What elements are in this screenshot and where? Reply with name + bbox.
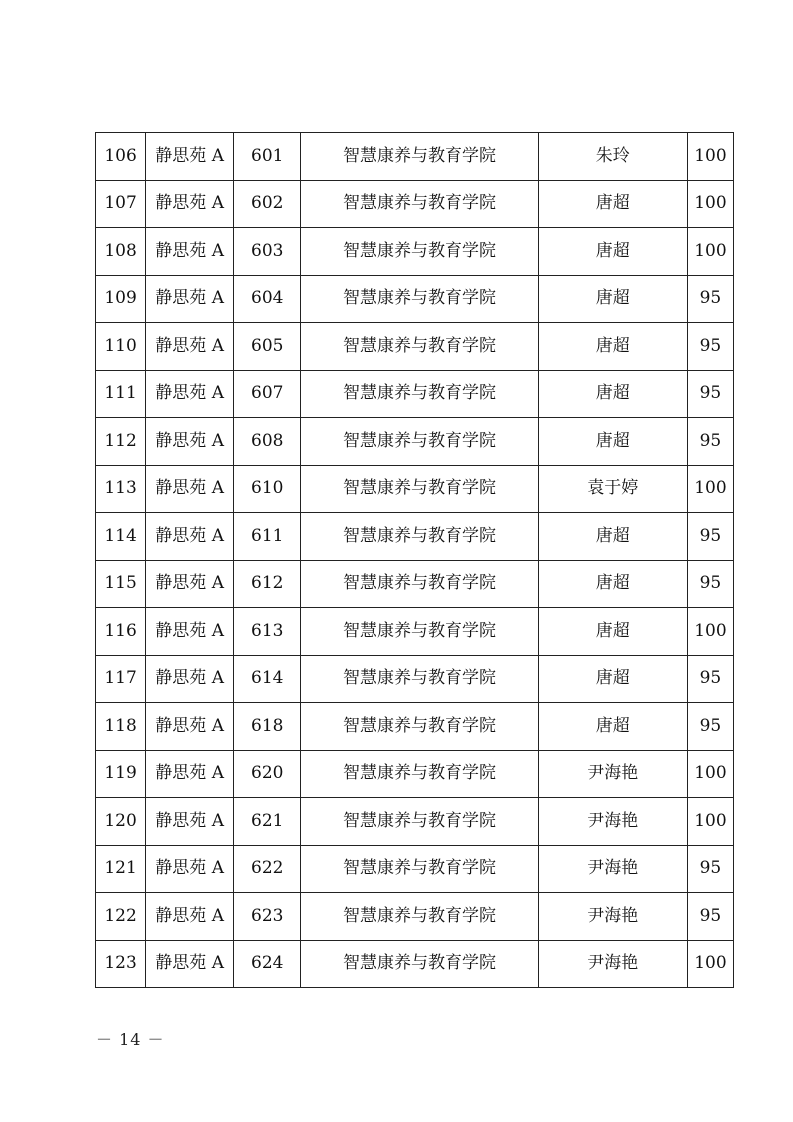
row-number-cell: 119 (96, 750, 146, 798)
score-cell: 95 (687, 513, 733, 561)
room-number-cell: 601 (234, 133, 301, 181)
room-number-cell: 620 (234, 750, 301, 798)
row-number-cell: 110 (96, 323, 146, 371)
person-cell: 唐超 (538, 560, 687, 608)
table-row (96, 228, 734, 276)
person-cell: 唐超 (538, 608, 687, 656)
college-cell: 智慧康养与教育学院 (301, 655, 538, 703)
building-cell: 静思苑 A (146, 228, 234, 276)
table-row (96, 893, 734, 941)
table-row (96, 418, 734, 466)
score-cell: 100 (687, 608, 733, 656)
person-cell: 唐超 (538, 180, 687, 228)
person-cell: 唐超 (538, 370, 687, 418)
score-cell: 100 (687, 750, 733, 798)
row-number-cell: 112 (96, 418, 146, 466)
row-number-cell: 106 (96, 133, 146, 181)
building-cell: 静思苑 A (146, 133, 234, 181)
score-cell: 95 (687, 323, 733, 371)
college-cell: 智慧康养与教育学院 (301, 323, 538, 371)
row-number-cell: 123 (96, 940, 146, 988)
room-number-cell: 624 (234, 940, 301, 988)
room-number-cell: 603 (234, 228, 301, 276)
score-cell: 95 (687, 893, 733, 941)
college-cell: 智慧康养与教育学院 (301, 845, 538, 893)
building-cell: 静思苑 A (146, 275, 234, 323)
row-number-cell: 121 (96, 845, 146, 893)
person-cell: 唐超 (538, 703, 687, 751)
person-cell: 唐超 (538, 655, 687, 703)
dormitory-score-table (95, 132, 734, 988)
room-number-cell: 613 (234, 608, 301, 656)
building-cell: 静思苑 A (146, 323, 234, 371)
row-number-cell: 109 (96, 275, 146, 323)
college-cell: 智慧康养与教育学院 (301, 893, 538, 941)
college-cell: 智慧康养与教育学院 (301, 608, 538, 656)
row-number-cell: 111 (96, 370, 146, 418)
row-number-cell: 108 (96, 228, 146, 276)
score-cell: 100 (687, 133, 733, 181)
row-number-cell: 114 (96, 513, 146, 561)
room-number-cell: 602 (234, 180, 301, 228)
person-cell: 唐超 (538, 323, 687, 371)
table-row (96, 750, 734, 798)
table-row (96, 940, 734, 988)
room-number-cell: 623 (234, 893, 301, 941)
table-row (96, 798, 734, 846)
person-cell: 尹海艳 (538, 893, 687, 941)
college-cell: 智慧康养与教育学院 (301, 228, 538, 276)
room-number-cell: 618 (234, 703, 301, 751)
table-row (96, 370, 734, 418)
room-number-cell: 605 (234, 323, 301, 371)
college-cell: 智慧康养与教育学院 (301, 703, 538, 751)
room-number-cell: 608 (234, 418, 301, 466)
score-cell: 100 (687, 465, 733, 513)
table-row (96, 655, 734, 703)
person-cell: 尹海艳 (538, 798, 687, 846)
building-cell: 静思苑 A (146, 655, 234, 703)
college-cell: 智慧康养与教育学院 (301, 133, 538, 181)
room-number-cell: 607 (234, 370, 301, 418)
building-cell: 静思苑 A (146, 370, 234, 418)
row-number-cell: 120 (96, 798, 146, 846)
room-number-cell: 610 (234, 465, 301, 513)
person-cell: 唐超 (538, 513, 687, 561)
building-cell: 静思苑 A (146, 513, 234, 561)
building-cell: 静思苑 A (146, 845, 234, 893)
college-cell: 智慧康养与教育学院 (301, 418, 538, 466)
page-number: － 14 － (96, 1030, 165, 1049)
person-cell: 尹海艳 (538, 845, 687, 893)
table-row (96, 608, 734, 656)
score-cell: 100 (687, 798, 733, 846)
college-cell: 智慧康养与教育学院 (301, 370, 538, 418)
score-cell: 95 (687, 370, 733, 418)
room-number-cell: 612 (234, 560, 301, 608)
person-cell: 尹海艳 (538, 940, 687, 988)
building-cell: 静思苑 A (146, 703, 234, 751)
room-number-cell: 622 (234, 845, 301, 893)
college-cell: 智慧康养与教育学院 (301, 560, 538, 608)
table-row (96, 560, 734, 608)
person-cell: 朱玲 (538, 133, 687, 181)
table-row (96, 845, 734, 893)
person-cell: 唐超 (538, 418, 687, 466)
score-cell: 95 (687, 275, 733, 323)
college-cell: 智慧康养与教育学院 (301, 513, 538, 561)
building-cell: 静思苑 A (146, 940, 234, 988)
college-cell: 智慧康养与教育学院 (301, 940, 538, 988)
row-number-cell: 117 (96, 655, 146, 703)
person-cell: 尹海艳 (538, 750, 687, 798)
score-cell: 95 (687, 560, 733, 608)
building-cell: 静思苑 A (146, 560, 234, 608)
table-row (96, 513, 734, 561)
building-cell: 静思苑 A (146, 465, 234, 513)
score-cell: 95 (687, 655, 733, 703)
room-number-cell: 614 (234, 655, 301, 703)
table-body (96, 133, 734, 988)
building-cell: 静思苑 A (146, 798, 234, 846)
building-cell: 静思苑 A (146, 180, 234, 228)
college-cell: 智慧康养与教育学院 (301, 798, 538, 846)
building-cell: 静思苑 A (146, 418, 234, 466)
row-number-cell: 115 (96, 560, 146, 608)
table-row (96, 275, 734, 323)
score-cell: 95 (687, 418, 733, 466)
score-cell: 95 (687, 845, 733, 893)
room-number-cell: 611 (234, 513, 301, 561)
college-cell: 智慧康养与教育学院 (301, 275, 538, 323)
row-number-cell: 107 (96, 180, 146, 228)
building-cell: 静思苑 A (146, 893, 234, 941)
row-number-cell: 122 (96, 893, 146, 941)
score-cell: 100 (687, 228, 733, 276)
row-number-cell: 116 (96, 608, 146, 656)
score-cell: 100 (687, 940, 733, 988)
score-cell: 100 (687, 180, 733, 228)
table-row (96, 133, 734, 181)
table-row (96, 180, 734, 228)
table-row (96, 323, 734, 371)
building-cell: 静思苑 A (146, 750, 234, 798)
person-cell: 唐超 (538, 275, 687, 323)
college-cell: 智慧康养与教育学院 (301, 465, 538, 513)
score-cell: 95 (687, 703, 733, 751)
person-cell: 袁于婷 (538, 465, 687, 513)
table-row (96, 465, 734, 513)
row-number-cell: 118 (96, 703, 146, 751)
room-number-cell: 604 (234, 275, 301, 323)
building-cell: 静思苑 A (146, 608, 234, 656)
person-cell: 唐超 (538, 228, 687, 276)
room-number-cell: 621 (234, 798, 301, 846)
row-number-cell: 113 (96, 465, 146, 513)
college-cell: 智慧康养与教育学院 (301, 750, 538, 798)
table-row (96, 703, 734, 751)
college-cell: 智慧康养与教育学院 (301, 180, 538, 228)
